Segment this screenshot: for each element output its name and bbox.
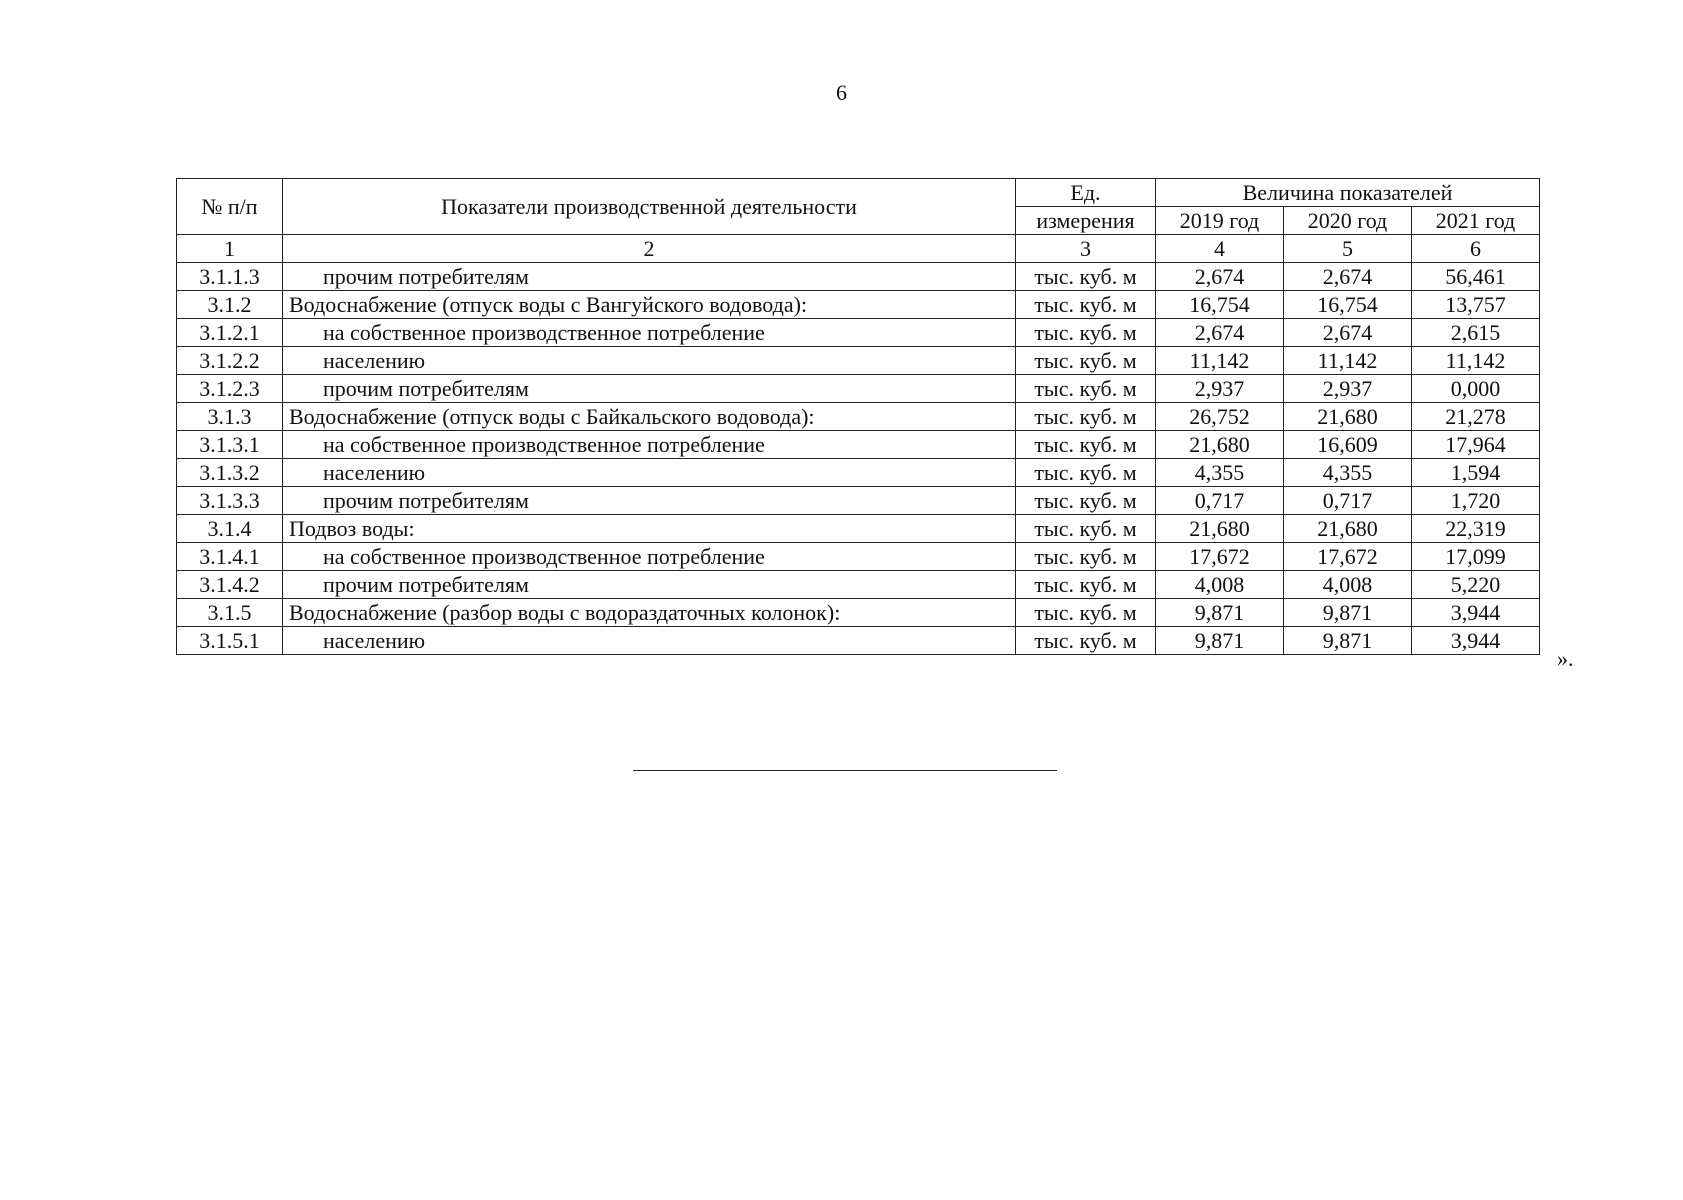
table-row <box>177 431 1540 459</box>
column-number: 4 <box>1156 235 1284 263</box>
row-value-2020: 2,674 <box>1284 263 1412 291</box>
row-unit: тыс. куб. м <box>1016 375 1156 403</box>
row-number: 3.1.3.2 <box>177 459 283 487</box>
table-row <box>177 375 1540 403</box>
row-unit: тыс. куб. м <box>1016 487 1156 515</box>
row-value-2020: 2,674 <box>1284 319 1412 347</box>
row-unit: тыс. куб. м <box>1016 291 1156 319</box>
header-indicator-name: Показатели производственной деятельности <box>283 179 1016 235</box>
row-number: 3.1.5.1 <box>177 627 283 655</box>
table-row <box>177 571 1540 599</box>
column-number: 5 <box>1284 235 1412 263</box>
row-number: 3.1.2.1 <box>177 319 283 347</box>
row-indicator-name: Водоснабжение (отпуск воды с Байкальского водовода): <box>283 403 1016 431</box>
row-unit: тыс. куб. м <box>1016 347 1156 375</box>
row-value-2019: 26,752 <box>1156 403 1284 431</box>
row-value-2020: 16,609 <box>1284 431 1412 459</box>
row-value-2021: 13,757 <box>1412 291 1540 319</box>
row-value-2019: 4,355 <box>1156 459 1284 487</box>
row-unit: тыс. куб. м <box>1016 319 1156 347</box>
row-value-2019: 17,672 <box>1156 543 1284 571</box>
row-indicator-name: прочим потребителям <box>283 263 1016 291</box>
table-row <box>177 543 1540 571</box>
row-value-2020: 2,937 <box>1284 375 1412 403</box>
header-values-group: Величина показателей <box>1156 179 1540 207</box>
row-value-2020: 17,672 <box>1284 543 1412 571</box>
row-value-2021: 22,319 <box>1412 515 1540 543</box>
row-value-2020: 21,680 <box>1284 515 1412 543</box>
row-number: 3.1.4.2 <box>177 571 283 599</box>
row-value-2019: 9,871 <box>1156 627 1284 655</box>
separator-line <box>633 770 1057 771</box>
table-row <box>177 263 1540 291</box>
table-row <box>177 459 1540 487</box>
table-body <box>177 235 1540 655</box>
row-unit: тыс. куб. м <box>1016 515 1156 543</box>
column-number: 2 <box>283 235 1016 263</box>
header-num: № п/п <box>177 179 283 235</box>
row-number: 3.1.4 <box>177 515 283 543</box>
row-value-2021: 17,964 <box>1412 431 1540 459</box>
table-row <box>177 487 1540 515</box>
page-number: 6 <box>836 80 847 105</box>
header-unit-line2: измерения <box>1016 207 1156 235</box>
row-indicator-name: прочим потребителям <box>283 375 1016 403</box>
row-value-2021: 3,944 <box>1412 627 1540 655</box>
row-number: 3.1.2.3 <box>177 375 283 403</box>
header-year-2021: 2021 год <box>1412 207 1540 235</box>
row-indicator-name: на собственное производственное потребление <box>283 319 1016 347</box>
indicators-table <box>176 178 1540 655</box>
header-year-2019: 2019 год <box>1156 207 1284 235</box>
row-value-2021: 0,000 <box>1412 375 1540 403</box>
row-number: 3.1.3.1 <box>177 431 283 459</box>
row-indicator-name: населению <box>283 347 1016 375</box>
row-value-2020: 9,871 <box>1284 599 1412 627</box>
row-value-2021: 11,142 <box>1412 347 1540 375</box>
header-unit-line1: Ед. <box>1016 179 1156 207</box>
row-number: 3.1.5 <box>177 599 283 627</box>
row-value-2019: 4,008 <box>1156 571 1284 599</box>
row-number: 3.1.3 <box>177 403 283 431</box>
row-value-2020: 11,142 <box>1284 347 1412 375</box>
row-unit: тыс. куб. м <box>1016 403 1156 431</box>
row-value-2021: 1,594 <box>1412 459 1540 487</box>
table-row <box>177 627 1540 655</box>
row-value-2020: 21,680 <box>1284 403 1412 431</box>
row-indicator-name: Водоснабжение (разбор воды с водораздаточных колонок): <box>283 599 1016 627</box>
row-unit: тыс. куб. м <box>1016 571 1156 599</box>
table-row <box>177 403 1540 431</box>
row-indicator-name: прочим потребителям <box>283 487 1016 515</box>
table-row <box>177 319 1540 347</box>
column-numbers-row <box>177 235 1540 263</box>
row-value-2021: 5,220 <box>1412 571 1540 599</box>
row-indicator-name: Водоснабжение (отпуск воды с Вангуйского водовода): <box>283 291 1016 319</box>
row-value-2021: 2,615 <box>1412 319 1540 347</box>
row-value-2021: 21,278 <box>1412 403 1540 431</box>
row-value-2020: 4,355 <box>1284 459 1412 487</box>
row-value-2019: 11,142 <box>1156 347 1284 375</box>
row-unit: тыс. куб. м <box>1016 459 1156 487</box>
table-row <box>177 515 1540 543</box>
closing-quote: ». <box>1557 646 1574 671</box>
row-value-2019: 21,680 <box>1156 515 1284 543</box>
row-value-2021: 1,720 <box>1412 487 1540 515</box>
row-value-2020: 4,008 <box>1284 571 1412 599</box>
column-number: 3 <box>1016 235 1156 263</box>
row-value-2021: 56,461 <box>1412 263 1540 291</box>
row-number: 3.1.4.1 <box>177 543 283 571</box>
row-indicator-name: на собственное производственное потребление <box>283 431 1016 459</box>
row-unit: тыс. куб. м <box>1016 627 1156 655</box>
indicators-table-container <box>176 178 1540 655</box>
row-value-2019: 2,674 <box>1156 319 1284 347</box>
table-row <box>177 599 1540 627</box>
row-value-2019: 9,871 <box>1156 599 1284 627</box>
header-year-2020: 2020 год <box>1284 207 1412 235</box>
row-value-2019: 0,717 <box>1156 487 1284 515</box>
row-indicator-name: Подвоз воды: <box>283 515 1016 543</box>
row-indicator-name: прочим потребителям <box>283 571 1016 599</box>
row-unit: тыс. куб. м <box>1016 431 1156 459</box>
row-value-2021: 17,099 <box>1412 543 1540 571</box>
row-indicator-name: на собственное производственное потребление <box>283 543 1016 571</box>
row-number: 3.1.2.2 <box>177 347 283 375</box>
row-unit: тыс. куб. м <box>1016 599 1156 627</box>
row-value-2020: 0,717 <box>1284 487 1412 515</box>
row-value-2020: 16,754 <box>1284 291 1412 319</box>
row-value-2019: 21,680 <box>1156 431 1284 459</box>
table-header-row <box>177 179 1540 207</box>
row-value-2019: 2,674 <box>1156 263 1284 291</box>
row-value-2019: 2,937 <box>1156 375 1284 403</box>
table-row <box>177 291 1540 319</box>
table-row <box>177 347 1540 375</box>
row-unit: тыс. куб. м <box>1016 263 1156 291</box>
row-number: 3.1.2 <box>177 291 283 319</box>
row-indicator-name: населению <box>283 627 1016 655</box>
row-value-2020: 9,871 <box>1284 627 1412 655</box>
row-value-2019: 16,754 <box>1156 291 1284 319</box>
row-indicator-name: населению <box>283 459 1016 487</box>
row-unit: тыс. куб. м <box>1016 543 1156 571</box>
column-number: 6 <box>1412 235 1540 263</box>
column-number: 1 <box>177 235 283 263</box>
row-number: 3.1.1.3 <box>177 263 283 291</box>
row-value-2021: 3,944 <box>1412 599 1540 627</box>
row-number: 3.1.3.3 <box>177 487 283 515</box>
